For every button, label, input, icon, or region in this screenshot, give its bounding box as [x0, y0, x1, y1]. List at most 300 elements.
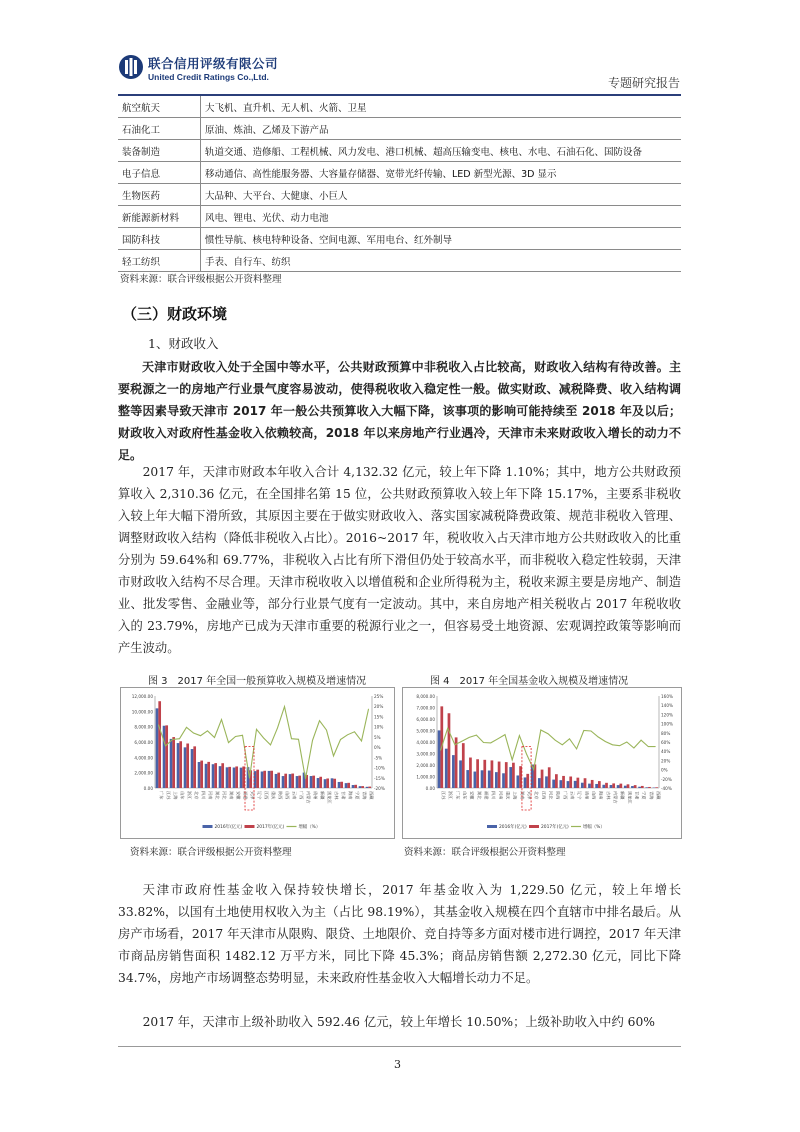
growth-point: [476, 735, 477, 736]
growth-point: [605, 741, 606, 742]
growth-point: [193, 733, 194, 734]
x-tick-label: 青海: [362, 791, 367, 800]
x-tick-label: 湖北: [476, 791, 482, 800]
industry-table: [118, 96, 681, 272]
x-tick-label: 青海: [648, 791, 654, 800]
bar-2016: [219, 766, 222, 788]
bar-2016: [261, 772, 264, 788]
x-tick-label: 江苏: [166, 791, 171, 800]
bar-2017: [263, 771, 266, 788]
footer-divider: [118, 1046, 681, 1047]
bar-2016: [163, 726, 166, 788]
bar-2016: [581, 783, 584, 788]
y-left-tick-label: 12,000.00: [131, 694, 153, 699]
growth-point: [462, 741, 463, 742]
growth-point: [612, 744, 613, 745]
bar-2016: [296, 776, 299, 788]
x-tick-label: 湖南: [229, 791, 234, 800]
table-row: [118, 118, 681, 140]
sector-cell: 电子信息: [118, 162, 201, 184]
growth-point: [347, 734, 348, 735]
growth-point: [214, 737, 215, 738]
bar-2016: [226, 767, 229, 788]
growth-point: [319, 720, 320, 721]
y-right-tick-label: 20%: [374, 704, 384, 710]
growth-point: [165, 745, 166, 746]
legend-swatch: [245, 825, 255, 828]
bar-2016: [445, 749, 448, 788]
bar-2016: [345, 783, 348, 788]
sector-cell: 石油化工: [118, 118, 201, 140]
x-tick-label: 福建: [243, 791, 248, 800]
growth-point: [242, 735, 243, 736]
bar-2017: [562, 776, 565, 788]
x-tick-label: 安徽: [469, 791, 475, 800]
x-tick-label: 山东: [462, 791, 468, 800]
y-right-tick-label: 10%: [374, 724, 384, 730]
bar-2017: [548, 767, 551, 788]
products-cell: 大品种、大平台、大健康、小巨人: [201, 184, 682, 206]
growth-point: [305, 778, 306, 779]
legend-swatch: [487, 825, 497, 828]
growth-point: [326, 730, 327, 731]
bar-2017: [448, 713, 451, 788]
growth-point: [490, 743, 491, 744]
growth-point: [354, 731, 355, 732]
growth-point: [447, 728, 448, 729]
bar-2016: [177, 743, 180, 788]
bar-2016: [588, 784, 591, 788]
bar-2017: [256, 770, 259, 788]
legend-label: 增幅（%）: [583, 825, 605, 830]
growth-point: [591, 731, 592, 732]
bar-2016: [524, 777, 527, 788]
x-tick-label: 云南: [292, 791, 297, 800]
growth-point: [548, 733, 549, 734]
y-left-tick-label: 2,000.00: [416, 763, 435, 768]
y-right-tick-label: 100%: [661, 721, 673, 727]
figure3-chart: [120, 687, 395, 839]
growth-point: [228, 742, 229, 743]
y-right-tick-label: -40%: [661, 786, 672, 791]
bar-2016: [452, 755, 455, 788]
y-right-tick-label: 20%: [661, 758, 671, 764]
growth-point: [512, 760, 513, 761]
bar-2017: [476, 759, 479, 788]
bar-2017: [347, 783, 350, 788]
bar-2017: [634, 785, 637, 788]
x-tick-label: 上海: [173, 791, 178, 800]
bar-2017: [158, 701, 161, 788]
growth-point: [619, 745, 620, 746]
x-tick-label: 海南: [348, 791, 353, 800]
growth-point: [291, 738, 292, 739]
bar-2016: [268, 771, 271, 788]
x-tick-label: 海南: [598, 791, 604, 800]
bar-2017: [591, 780, 594, 788]
growth-point: [519, 735, 520, 736]
bar-2017: [584, 778, 587, 788]
growth-line: [159, 707, 369, 779]
bar-2016: [638, 787, 641, 788]
bar-2016: [559, 780, 562, 788]
bar-2017: [333, 779, 336, 788]
x-tick-label: 河北: [548, 791, 554, 800]
bar-2017: [577, 778, 580, 788]
bar-2017: [505, 762, 508, 788]
figure4-svg: [403, 688, 681, 838]
x-tick-label: 新疆: [320, 791, 325, 800]
bar-2017: [312, 776, 315, 788]
x-tick-label: 山西: [591, 791, 597, 800]
legend-swatch: [203, 825, 213, 828]
table-row: [118, 162, 681, 184]
bar-2016: [359, 786, 362, 788]
bar-2016: [338, 782, 341, 788]
x-tick-label: 广东: [455, 791, 461, 800]
bar-2016: [610, 785, 613, 788]
growth-point: [648, 746, 649, 747]
growth-point: [277, 727, 278, 728]
y-left-tick-label: 4,000.00: [416, 740, 435, 745]
bar-2017: [270, 771, 273, 788]
products-cell: 大飞机、直升机、无人机、火箭、卫星: [201, 96, 682, 118]
growth-point: [598, 737, 599, 738]
bar-2016: [481, 770, 484, 788]
legend-label: 2016年(亿元): [214, 825, 243, 830]
x-tick-label: 甘肃: [634, 791, 640, 800]
x-tick-label: 内蒙古: [612, 791, 618, 804]
bar-2017: [207, 762, 210, 788]
logo-emblem-icon: [118, 54, 144, 80]
bar-2017: [284, 774, 287, 788]
legend-label: 2017年(亿元): [541, 825, 569, 830]
table-row: [118, 140, 681, 162]
bar-2016: [324, 779, 327, 788]
growth-point: [583, 730, 584, 731]
bar-2017: [598, 781, 601, 788]
x-tick-label: 四川: [491, 791, 497, 800]
x-tick-label: 广西: [299, 791, 304, 800]
company-name-en: United Credit Ratings Co.,Ltd.: [148, 72, 269, 82]
bar-2017: [498, 762, 501, 788]
products-cell: 移动通信、高性能服务器、大容量存储器、宽带光纤传输、LED 新型光源、3D 显示: [201, 162, 682, 184]
report-type: 专题研究报告: [607, 76, 680, 90]
x-tick-label: 贵州: [584, 791, 590, 800]
x-tick-label: 宁夏: [641, 791, 647, 800]
bar-2017: [469, 758, 472, 788]
legend-label: 2016年(亿元): [499, 825, 527, 830]
x-tick-label: 安徽: [236, 791, 241, 800]
growth-point: [626, 742, 627, 743]
x-tick-label: 山东: [180, 791, 185, 800]
y-right-tick-label: 25%: [374, 694, 384, 699]
bar-2016: [509, 767, 512, 788]
x-tick-label: 福建: [484, 791, 490, 800]
legend-swatch: [529, 825, 539, 828]
sector-cell: 航空航天: [118, 96, 201, 118]
bar-2017: [186, 744, 189, 788]
growth-point: [562, 744, 563, 745]
table-source: 资料来源：联合评级根据公开资料整理: [120, 274, 282, 285]
bar-2016: [233, 768, 236, 788]
bar-2016: [595, 784, 598, 788]
x-tick-label: 上海: [512, 791, 518, 800]
y-right-tick-label: 120%: [661, 712, 673, 718]
y-right-tick-label: 160%: [661, 694, 673, 699]
figure3-title: 图 3 2017 年全国一般预算收入规模及增速情况: [148, 676, 367, 687]
growth-point: [263, 738, 264, 739]
sector-cell: 生物医药: [118, 184, 201, 206]
bar-2017: [462, 743, 465, 788]
bar-2016: [191, 749, 194, 788]
bar-2016: [545, 776, 548, 788]
products-cell: 惯性导航、核电特种设备、空间电源、军用电台、红外制导: [201, 228, 682, 250]
bar-2017: [165, 725, 168, 788]
table-row: [118, 184, 681, 206]
y-right-tick-label: 5%: [374, 734, 381, 740]
growth-point: [207, 730, 208, 731]
x-tick-label: 黑龙江: [627, 791, 633, 804]
y-right-tick-label: 60%: [661, 740, 671, 745]
y-left-tick-label: 7,000.00: [416, 705, 435, 711]
bar-2016: [552, 780, 555, 788]
growth-point: [256, 729, 257, 730]
table-row: [118, 96, 681, 118]
bar-2016: [212, 764, 215, 788]
bar-2016: [366, 787, 369, 788]
x-tick-label: 河北: [222, 791, 227, 800]
bar-2017: [655, 787, 658, 788]
bar-2016: [474, 772, 477, 788]
y-left-tick-label: 8,000.00: [416, 694, 435, 699]
growth-point: [641, 740, 642, 741]
subsidy-paragraph: 2017 年，天津市上级补助收入 592.46 亿元，较上年增长 10.50%；上级补助收入中约 60%: [142, 1015, 655, 1029]
x-tick-label: 辽宁: [257, 791, 262, 800]
bar-2017: [555, 774, 558, 788]
bar-2016: [574, 781, 577, 788]
y-left-tick-label: 0.00: [425, 786, 435, 791]
page-number: 3: [394, 1058, 401, 1071]
bar-2017: [298, 776, 301, 788]
x-tick-label: 湖北: [215, 791, 220, 800]
bar-2017: [569, 777, 572, 789]
x-tick-label: 天津: [527, 791, 533, 800]
y-right-tick-label: -15%: [374, 775, 385, 781]
bar-2017: [228, 767, 231, 788]
growth-point: [440, 750, 441, 751]
bar-2017: [291, 774, 294, 788]
growth-point: [249, 778, 250, 779]
growth-point: [569, 738, 570, 739]
x-tick-label: 江苏: [441, 791, 447, 800]
bar-2016: [198, 762, 201, 788]
bar-2017: [368, 787, 371, 788]
figure4-source: 资料来源：联合评级根据公开资料整理: [404, 847, 566, 858]
bar-2017: [648, 787, 651, 788]
x-tick-label: 天津: [250, 791, 255, 800]
products-cell: 原油、炼油、乙烯及下游产品: [201, 118, 682, 140]
y-left-tick-label: 0.00: [143, 786, 153, 791]
revenue-paragraph: 2017 年，天津市财政本年收入合计 4,132.32 亿元，较上年下降 1.10%；其中，地方公共财政预算收入 2,310.36 亿元，在全国排名第 15 位，公共财政预算收入较上年下降 15.17%，主要系非税收入较上年大幅下滑所致，其原因主要在于做实财政收入、落实国家减税降费政策、规范非税收入管理、调整财政收入结构（降低非税收入占比）。2016~2017 年，税收收入占天津市地方公共财政收入的比重分别为 59.64%和 69.77%，非税收入占比有所下滑但仍处于较高水平，而非税收入稳定性较弱，天津市财政收入结构不尽合理。天津市税收收入以增值税和企业所得税为主，税收来源主要是房地产、制造业、批发零售、金融业等，部分行业景气度有一定波动。其中，来自房地产相关税收占 2017 年税收收入的 23.79%，房地产已成为天津市重要的税源行业之一，但容易受土地资源、宏观调控政策等影响而产生波动。: [118, 465, 681, 655]
bar-2017: [214, 763, 217, 788]
bar-2016: [184, 747, 187, 788]
y-left-tick-label: 2,000.00: [134, 770, 153, 776]
x-tick-label: 北京: [194, 791, 199, 800]
bar-2016: [624, 786, 627, 788]
growth-point: [576, 749, 577, 750]
bar-2016: [502, 773, 505, 788]
sector-cell: 装备制造: [118, 140, 201, 162]
bar-2016: [602, 785, 605, 788]
bar-2017: [179, 741, 182, 788]
growth-point: [455, 744, 456, 745]
figure4-title: 图 4 2017 年全国基金收入规模及增速情况: [430, 676, 629, 687]
company-logo: [118, 52, 288, 90]
growth-point: [505, 734, 506, 735]
table-row: [118, 228, 681, 250]
bar-2016: [516, 775, 519, 788]
bar-2016: [317, 778, 320, 788]
x-tick-label: 辽宁: [577, 791, 583, 800]
growth-point: [298, 739, 299, 740]
growth-point: [284, 706, 285, 707]
x-tick-label: 云南: [569, 791, 575, 800]
x-tick-label: 重庆: [505, 791, 511, 800]
bar-2016: [538, 778, 541, 788]
growth-point: [655, 746, 656, 747]
bar-2016: [567, 781, 570, 788]
sector-cell: 轻工纺织: [118, 250, 201, 272]
growth-point: [533, 769, 534, 770]
x-tick-label: 宁夏: [355, 791, 360, 800]
growth-point: [469, 737, 470, 738]
growth-point: [221, 719, 222, 720]
bar-2017: [483, 760, 486, 788]
x-tick-label: 西藏: [369, 791, 374, 800]
bar-2016: [240, 768, 243, 788]
x-tick-label: 四川: [201, 791, 206, 800]
bar-2016: [645, 787, 648, 788]
bar-2016: [170, 739, 173, 788]
growth-point: [172, 739, 173, 740]
y-right-tick-label: -20%: [374, 786, 385, 791]
y-left-tick-label: 5,000.00: [416, 728, 435, 734]
bar-2016: [459, 760, 462, 788]
x-tick-label: 西藏: [655, 791, 661, 800]
growth-point: [483, 742, 484, 743]
products-cell: 风电、锂电、光伏、动力电池: [201, 206, 682, 228]
company-name-cn: 联合信用评级有限公司: [148, 56, 279, 71]
products-cell: 轨道交通、造修船、工程机械、风力发电、港口机械、超高压输变电、核电、水电、石油石化、国防设备: [201, 140, 682, 162]
x-tick-label: 黑龙江: [327, 791, 332, 804]
bar-2017: [319, 777, 322, 788]
bar-2017: [512, 763, 515, 788]
sector-cell: 国防科技: [118, 228, 201, 250]
growth-point: [200, 735, 201, 736]
y-right-tick-label: -10%: [374, 765, 385, 771]
growth-point: [312, 740, 313, 741]
bar-2017: [361, 786, 364, 788]
bar-2017: [221, 763, 224, 788]
bar-2017: [619, 784, 622, 788]
bar-2016: [331, 778, 334, 788]
subsection-title: 1、财政收入: [148, 336, 219, 351]
bar-2017: [627, 784, 630, 788]
bar-2017: [541, 770, 544, 788]
y-left-tick-label: 6,000.00: [134, 740, 153, 745]
table-row: [118, 250, 681, 272]
x-tick-label: 内蒙古: [306, 791, 311, 804]
bar-2017: [200, 761, 203, 788]
growth-point: [340, 739, 341, 740]
y-left-tick-label: 10,000.00: [131, 709, 153, 715]
bar-2017: [277, 773, 280, 788]
y-left-tick-label: 8,000.00: [134, 724, 153, 730]
x-tick-label: 江西: [541, 791, 547, 800]
x-tick-label: 广西: [562, 791, 568, 800]
y-right-tick-label: 40%: [661, 749, 671, 755]
bar-2017: [605, 783, 608, 788]
growth-point: [179, 738, 180, 739]
growth-point: [634, 748, 635, 749]
x-tick-label: 陕西: [278, 791, 283, 800]
y-left-tick-label: 1,000.00: [416, 774, 435, 780]
legend-label: 2017年(亿元): [256, 825, 285, 830]
bar-2017: [235, 766, 238, 788]
growth-point: [368, 709, 369, 710]
bar-2017: [612, 783, 615, 788]
x-tick-label: 重庆: [271, 791, 276, 800]
x-tick-label: 江西: [264, 791, 269, 800]
x-tick-label: 山西: [285, 791, 290, 800]
bar-2016: [631, 786, 634, 788]
x-tick-label: 浙江: [448, 791, 454, 800]
growth-point: [270, 744, 271, 745]
section-title: （三）财政环境: [122, 305, 228, 323]
bar-2017: [326, 778, 329, 788]
bar-2016: [495, 772, 498, 788]
bar-2016: [352, 785, 355, 788]
table-row: [118, 206, 681, 228]
x-tick-label: 广东: [159, 791, 164, 800]
figure3-source: 资料来源：联合评级根据公开资料整理: [130, 847, 292, 858]
sector-cell: 新能源新材料: [118, 206, 201, 228]
y-right-tick-label: 80%: [661, 730, 671, 736]
y-right-tick-label: 15%: [374, 714, 384, 720]
growth-point: [497, 738, 498, 739]
bar-2017: [172, 737, 175, 788]
bar-2016: [310, 776, 313, 788]
y-left-tick-label: 6,000.00: [416, 717, 435, 722]
x-tick-label: 贵州: [313, 791, 318, 800]
x-tick-label: 浙江: [187, 791, 192, 800]
bar-2016: [438, 730, 441, 788]
x-tick-label: 甘肃: [341, 791, 346, 800]
x-tick-label: 新疆: [620, 791, 626, 800]
products-cell: 手表、自行车、纺织: [201, 250, 682, 272]
growth-point: [540, 730, 541, 731]
bar-2017: [193, 746, 196, 788]
bar-2016: [156, 708, 159, 788]
x-tick-label: 吉林: [605, 791, 611, 800]
x-tick-label: 河南: [208, 791, 213, 800]
growth-line: [441, 728, 656, 769]
y-right-tick-label: 140%: [661, 703, 673, 709]
bar-2016: [466, 770, 469, 788]
summary-paragraph: 天津市财政收入处于全国中等水平，公共财政预算中非税收入占比较高，财政收入结构有待改善。主要税源之一的房地产行业景气度容易波动，使得税收收入稳定性一般。做实财政、减税降费、收入结构调整等因素导致天津市 2017 年一般公共预算收入大幅下降，该事项的影响可能持续至 2018 年及以后；财政收入对政府性基金收入依赖较高，2018 年以来房地产行业遇冷，天津市未来财政收入增长的动力不足。: [118, 360, 681, 462]
y-left-tick-label: 4,000.00: [134, 755, 153, 761]
